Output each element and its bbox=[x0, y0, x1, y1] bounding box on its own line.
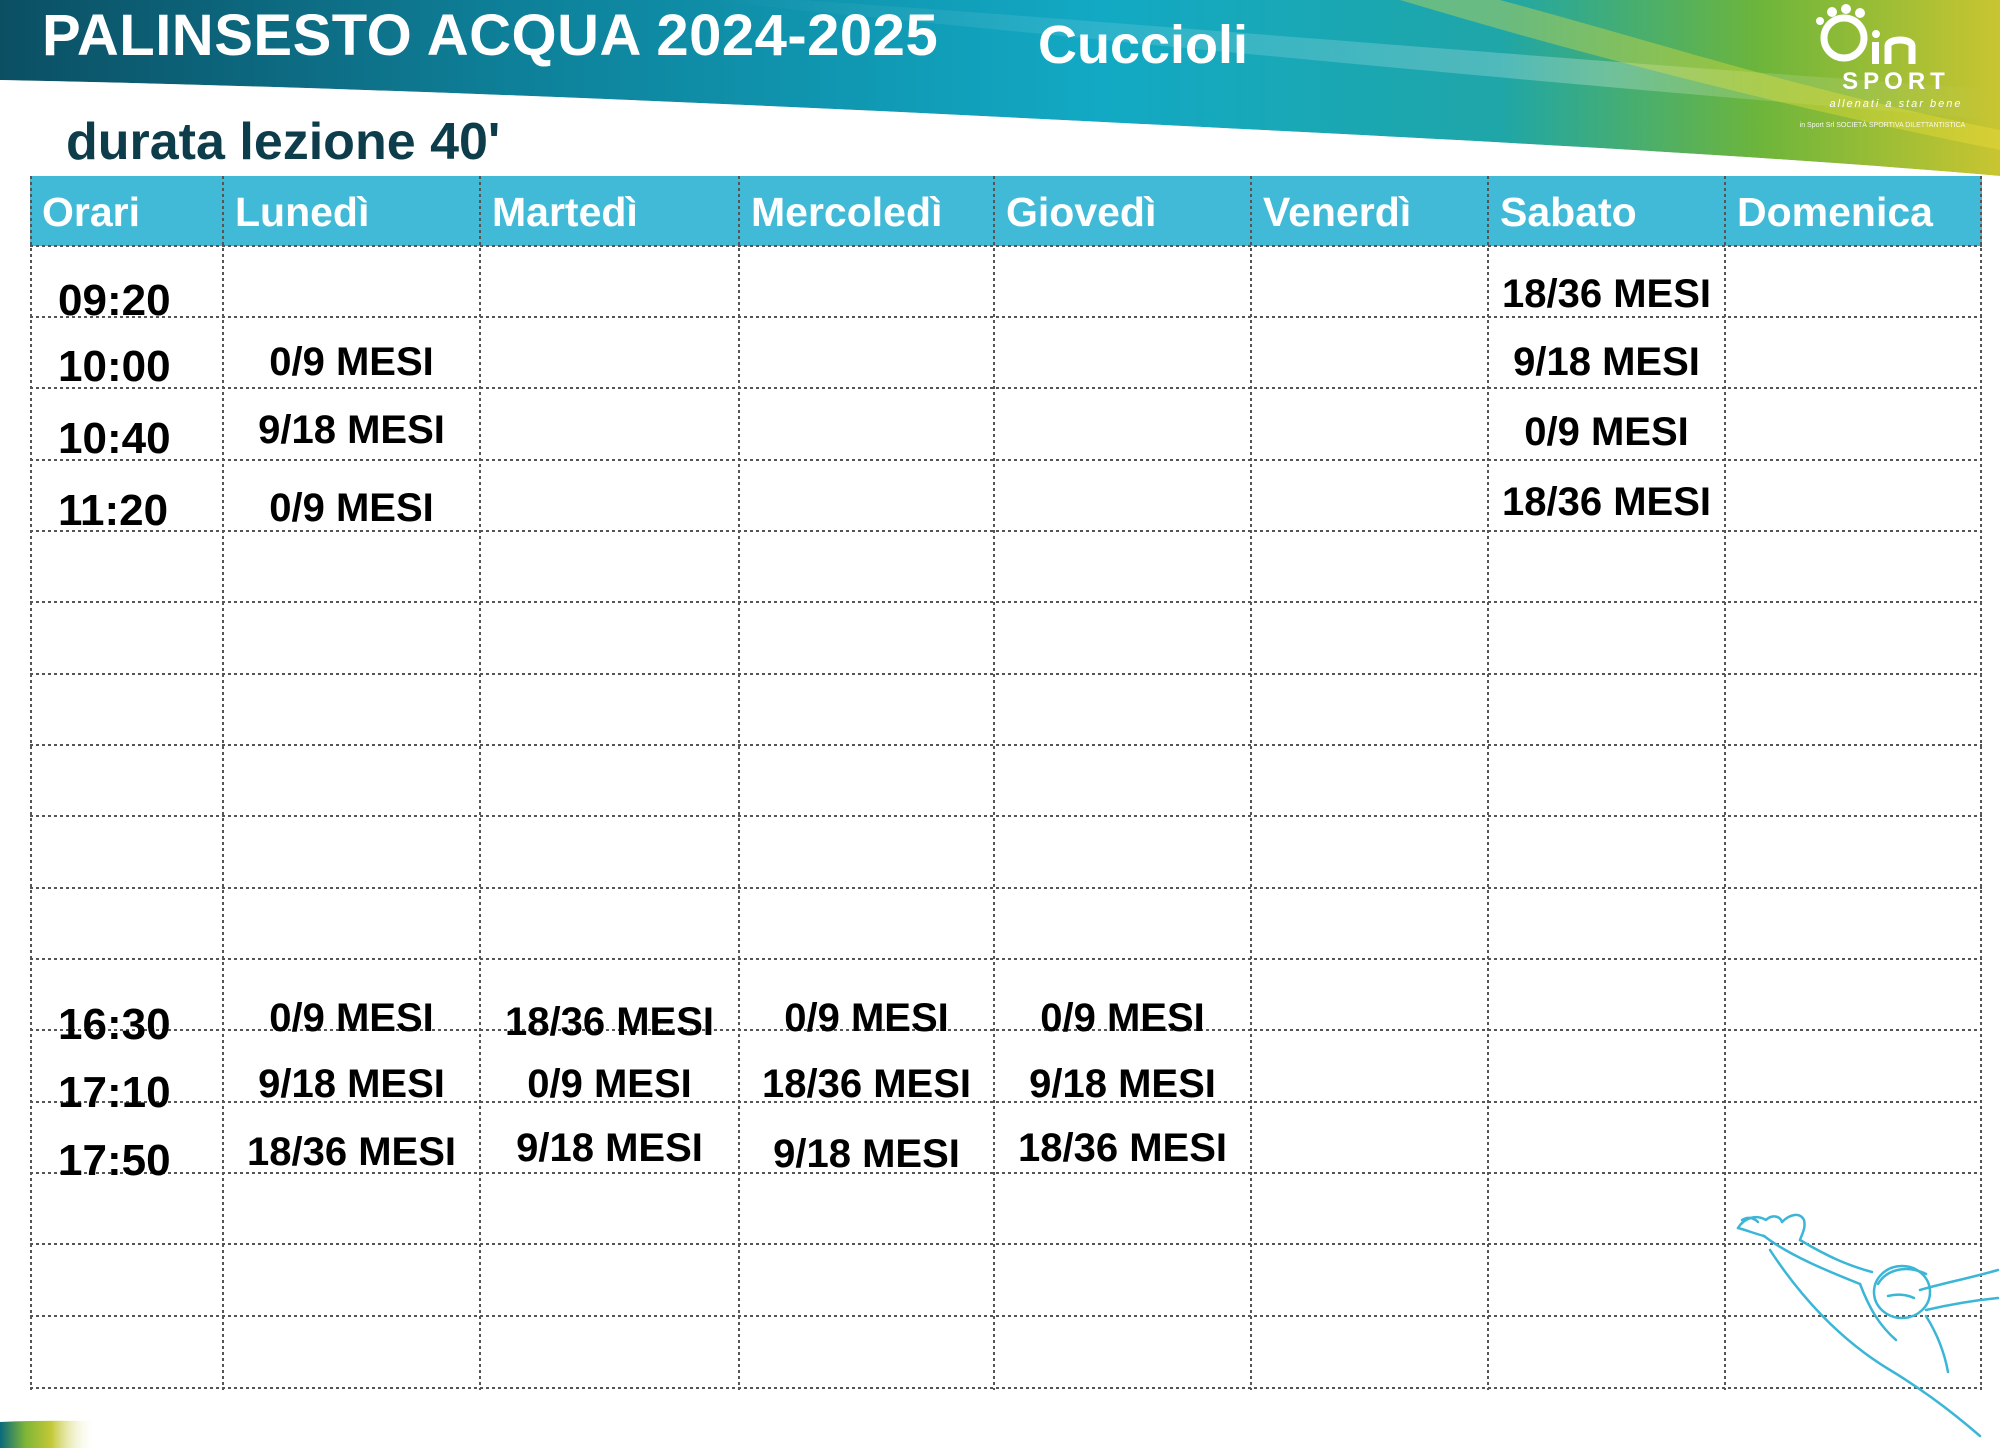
lesson-lunedi-1750: 18/36 MESI bbox=[246, 1130, 456, 1174]
lesson-lunedi-1000: 0/9 MESI bbox=[269, 340, 434, 384]
schedule-table bbox=[30, 176, 1982, 1390]
logo-mark-icon bbox=[1780, 4, 1985, 74]
lesson-martedi-1710: 0/9 MESI bbox=[527, 1062, 692, 1106]
time-1000: 10:00 bbox=[58, 342, 171, 391]
logo-small-print: in Sport Srl SOCIETÀ SPORTIVA DILETTANTISTICA bbox=[1799, 122, 1966, 129]
lesson-duration: durata lezione 40' bbox=[66, 113, 501, 171]
header-domenica: Domenica bbox=[1737, 189, 1933, 235]
lesson-lunedi-1630: 0/9 MESI bbox=[269, 996, 434, 1040]
time-1750: 17:50 bbox=[58, 1136, 171, 1185]
lesson-sabato-1040: 0/9 MESI bbox=[1524, 410, 1689, 454]
time-1630: 16:30 bbox=[58, 1000, 171, 1049]
logo-brand-text: SPORT bbox=[1842, 68, 1950, 95]
lesson-mercoledi-1750: 9/18 MESI bbox=[773, 1132, 960, 1176]
category-label: Cuccioli bbox=[1038, 15, 1249, 75]
header-venerdi: Venerdì bbox=[1263, 189, 1412, 235]
lesson-lunedi-1710: 9/18 MESI bbox=[258, 1062, 445, 1106]
header-sabato: Sabato bbox=[1500, 189, 1637, 235]
lesson-lunedi-1120: 0/9 MESI bbox=[269, 486, 434, 530]
time-1120: 11:20 bbox=[58, 486, 169, 535]
lesson-sabato-1120: 18/36 MESI bbox=[1501, 480, 1711, 524]
header-orari: Orari bbox=[42, 189, 140, 235]
lesson-mercoledi-1710: 18/36 MESI bbox=[761, 1062, 971, 1106]
time-0920: 09:20 bbox=[58, 276, 171, 325]
time-1040: 10:40 bbox=[58, 414, 171, 463]
lesson-giovedi-1750: 18/36 MESI bbox=[1017, 1126, 1227, 1170]
logo-tagline: allenati a star bene bbox=[1829, 98, 1963, 110]
header-lunedi: Lunedì bbox=[235, 189, 370, 235]
swimmer-illustration bbox=[1730, 1200, 2000, 1448]
lesson-sabato-1000: 9/18 MESI bbox=[1513, 340, 1700, 384]
footer-band bbox=[0, 1400, 2000, 1448]
lesson-mercoledi-1630: 0/9 MESI bbox=[784, 996, 949, 1040]
lesson-lunedi-1040: 9/18 MESI bbox=[258, 408, 445, 452]
lesson-giovedi-1630: 0/9 MESI bbox=[1040, 996, 1205, 1040]
header-mercoledi: Mercoledì bbox=[751, 189, 943, 235]
time-1710: 17:10 bbox=[58, 1068, 171, 1117]
header-martedi: Martedì bbox=[492, 189, 638, 235]
lesson-martedi-1630: 18/36 MESI bbox=[504, 1000, 714, 1044]
page-title: PALINSESTO ACQUA 2024-2025 bbox=[42, 3, 939, 68]
lesson-martedi-1750: 9/18 MESI bbox=[516, 1126, 703, 1170]
header-giovedi: Giovedì bbox=[1006, 189, 1157, 235]
lesson-giovedi-1710: 9/18 MESI bbox=[1029, 1062, 1216, 1106]
lesson-sabato-0920: 18/36 MESI bbox=[1501, 272, 1711, 316]
insport-logo bbox=[1780, 4, 1985, 136]
